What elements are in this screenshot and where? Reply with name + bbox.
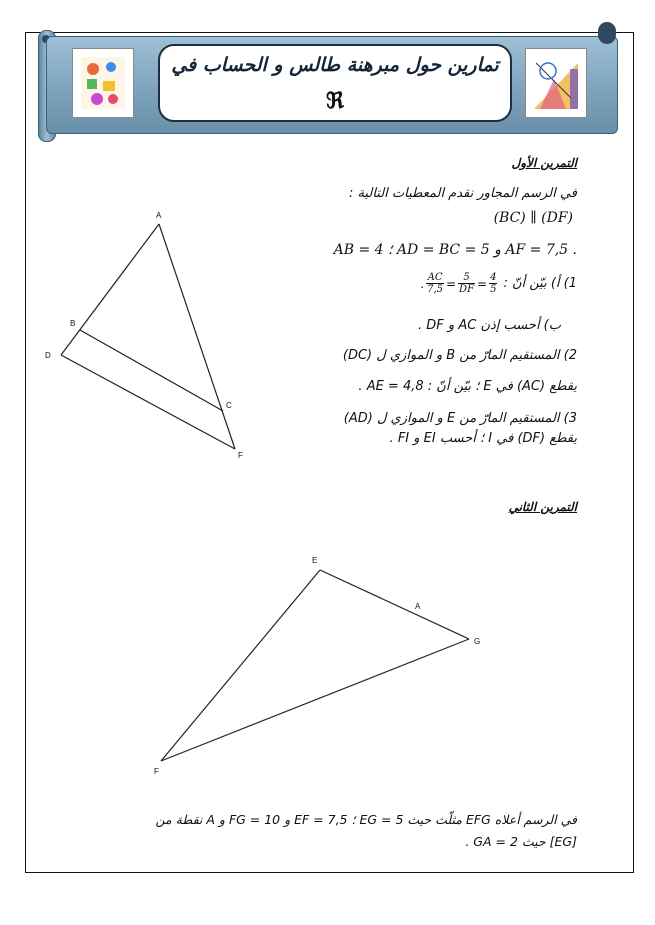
label-f: F — [238, 451, 243, 460]
label-g: G — [474, 637, 481, 646]
question-1a-prefix: 1) أ) بيّن أنّ : — [503, 276, 577, 291]
given-values: . AF = 7,5 و AD = BC = 5 ؛ AB = 4 — [333, 242, 577, 258]
label-f2: F — [154, 767, 159, 776]
exercise2-line1: في الرسم أعلاه EFG مثلّث حيث EG = 5 ؛ EF = 7,5 و FG = 10 و A نقطة من — [155, 812, 577, 827]
label-b: B — [70, 319, 76, 328]
question-1a — [420, 272, 577, 295]
question-2-line2: يقطع (AC) في E ؛ بيّن أنّ : AE = 4,8 . — [358, 379, 577, 394]
label-e: E — [312, 556, 318, 565]
figure-1-triangle — [40, 205, 260, 465]
geometry-tools-illustration — [525, 48, 587, 118]
segment-af — [159, 224, 235, 449]
exercise1-intro: في الرسم المجاور نقدم المعطيات التالية : — [348, 186, 577, 201]
exercise2-heading: التمرين الثاني — [508, 500, 577, 514]
segment-ef — [161, 570, 320, 761]
ratio-equation: . $\frac{AC}{7,5}$ = $\frac{5}{DF}$ = $\frac{4}{5}$ — [420, 272, 497, 295]
fraction-ac: $\frac{AC}{7,5}$ — [427, 272, 443, 295]
segment-fg — [161, 639, 469, 761]
segment-bc — [80, 330, 223, 411]
math-numbers-illustration — [72, 48, 134, 118]
label-d: D — [45, 351, 51, 360]
exercise1-heading: التمرين الأول — [511, 156, 577, 170]
fraction-df: $\frac{5}{DF}$ — [459, 272, 475, 295]
question-1b: ب) أحسب إذن AC و DF . — [418, 318, 561, 333]
fraction-four-fifths: $\frac{4}{5}$ — [490, 272, 497, 295]
exercise2-line2: [EG] حيث GA = 2 . — [465, 834, 577, 849]
question-3-line2: يقطع (DF) في I ؛ أحسب EI و FI . — [389, 431, 577, 446]
segment-eg — [320, 570, 469, 639]
question-3-line1: 3) المستقيم المارّ من E و الموازي ل (AD) — [343, 411, 577, 426]
label-c: C — [226, 401, 232, 410]
real-numbers-symbol: ℜ — [326, 88, 344, 114]
question-2-line1: 2) المستقيم المارّ من B و الموازي ل (DC) — [342, 348, 577, 363]
scroll-roll-top — [598, 22, 616, 44]
figure-2-triangle — [140, 548, 500, 778]
parallel-statement: (BC) ∥ (DF) — [493, 210, 573, 226]
title-box — [158, 44, 512, 122]
label-a2: A — [415, 602, 421, 611]
label-a: A — [156, 211, 162, 220]
segment-ad — [61, 224, 159, 355]
page-title: تمارين حول مبرهنة طالس و الحساب في — [171, 54, 499, 76]
